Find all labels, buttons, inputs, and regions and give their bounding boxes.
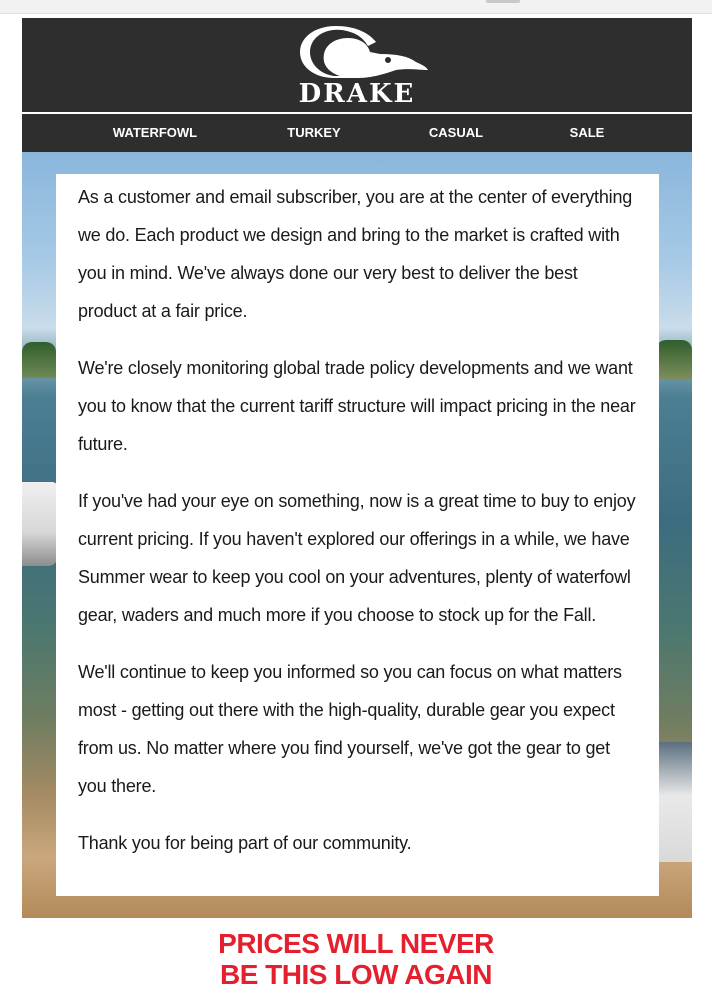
nav-item-waterfowl[interactable]: WATERFOWL [112, 125, 198, 140]
promo-line-2: BE THIS LOW AGAIN [219, 959, 492, 990]
boat-left [22, 482, 58, 566]
shoreline-right [656, 340, 692, 380]
nav-item-casual[interactable]: CASUAL [428, 125, 484, 140]
main-nav [22, 112, 692, 152]
scroll-indicator [486, 0, 520, 3]
letter-card [56, 174, 659, 896]
letter-paragraph: We'll continue to keep you informed so you can focus on what matters most - getting out there with the high-quality, durable gear you expect from us. No matter where you find yourself, we've got the gear to get you there. [78, 662, 622, 796]
letter-paragraph: Thank you for being part of our community. [78, 833, 412, 853]
letter-paragraph: We're closely monitoring global trade policy developments and we want you to know that the current tariff structure will impact pricing in the near future. [78, 358, 636, 454]
nav-item-turkey[interactable]: TURKEY [287, 125, 341, 140]
shoreline-left [22, 342, 56, 378]
email-container [22, 18, 692, 918]
browser-top-strip [0, 0, 712, 14]
promo-headline [0, 928, 712, 990]
drake-logo-link[interactable] [284, 24, 430, 110]
letter-paragraph: If you've had your eye on something, now is a great time to buy to enjoy current pricing. If you haven't explored our offerings in a while, we have Summer wear to keep you cool on your adventures, plenty of waterfowl gear, waders and much more if you choose to stock up for the Fall. [78, 491, 636, 625]
boat-right [658, 742, 692, 862]
duck-head-icon [284, 24, 430, 78]
hero-photo [22, 152, 692, 918]
letter-paragraph: As a customer and email subscriber, you are at the center of everything we do. Each product we design and bring to the market is crafted with you in mind. We've always done our very best to deliver the best product at a fair price. [78, 187, 633, 321]
brand-wordmark: DRAKE [298, 79, 416, 109]
promo-line-1: PRICES WILL NEVER [218, 928, 494, 959]
brand-header [22, 18, 692, 112]
nav-item-sale[interactable]: SALE [569, 125, 605, 140]
